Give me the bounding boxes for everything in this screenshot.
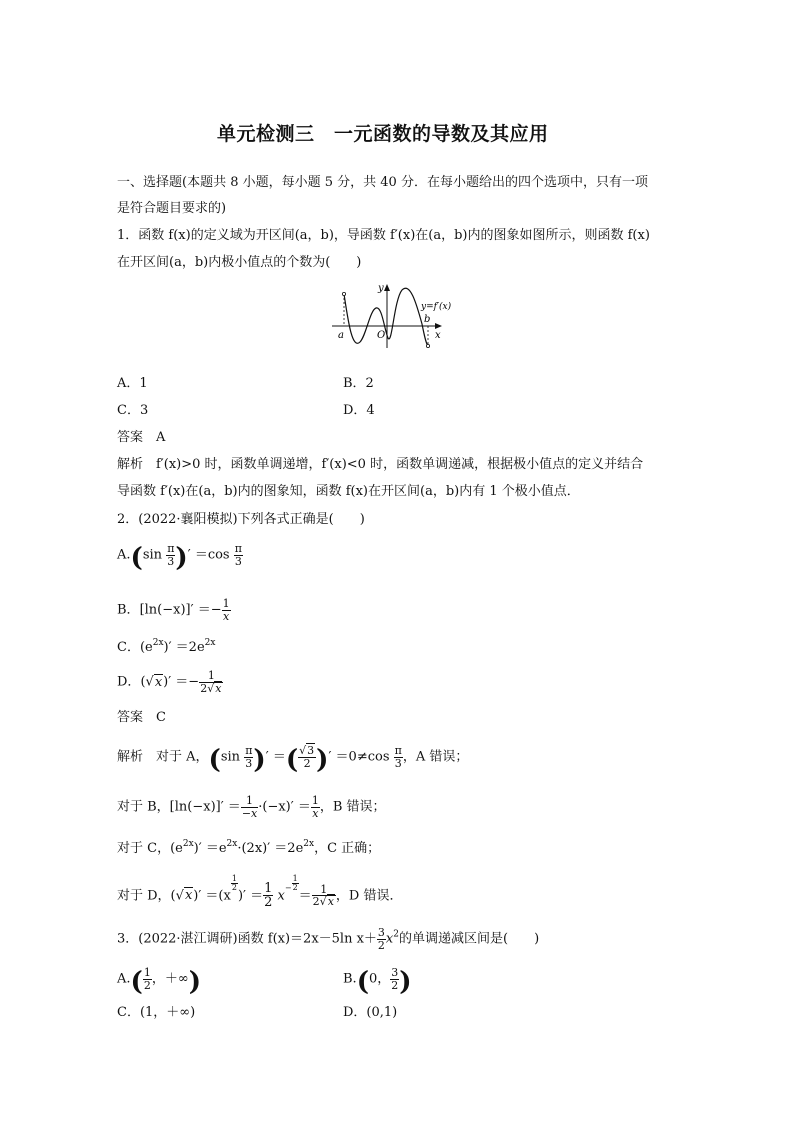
opt-label: C．: [117, 640, 140, 655]
interval-start: 0，: [369, 971, 391, 987]
mid: )′ ＝e: [193, 841, 227, 856]
fraction: $\frac{1}{2√x}$: [200, 669, 222, 695]
section-heading-line1: 一、选择题(本题共 8 小题，每小题 5 分，共 40 分．在每小题给出的四个选项中，只有一项: [117, 175, 648, 190]
mid: ·(−x)′ ＝: [258, 799, 311, 815]
q2-option-d: D．(√x)′ ＝− $\frac{1}{2√x}$: [117, 669, 222, 695]
q2-explanation-b: [117, 795, 386, 819]
stem-part: 的单调递减区间是( ): [399, 931, 540, 947]
radicand: x: [184, 888, 193, 904]
graph-x-label: x: [435, 330, 441, 341]
q2-explanation-c: [117, 840, 380, 856]
q1-derivative-graph: [330, 280, 470, 350]
graph-b-label: b: [424, 314, 431, 325]
graph-y-label: y: [378, 283, 384, 294]
superscript: 2x: [226, 839, 238, 849]
q1-stem-line1: 1．函数 f(x)的定义域为开区间(a，b)，导函数 f′(x)在(a，b)内的图象如图所示，则函数 f(x): [117, 228, 650, 243]
q2-answer: 答案 C: [117, 710, 166, 725]
interval-rest: ，＋∞: [151, 971, 189, 987]
q1-option-d: D．4: [343, 403, 375, 418]
q1-option-c: C．3: [117, 403, 149, 418]
prime: ′: [187, 547, 191, 563]
section-heading-line2: 是符合题目要求的): [117, 201, 227, 216]
superscript: 2x: [204, 638, 216, 648]
q2-option-c: [117, 639, 215, 655]
opt-label: B．: [117, 602, 140, 618]
fraction: $\frac{1}{-x}$: [241, 794, 258, 820]
sin-text: sin: [142, 547, 163, 563]
graph-curve-label: y=f′(x): [421, 302, 452, 312]
q1-option-b: B．2: [343, 376, 374, 391]
graph-origin-label: O: [377, 330, 386, 341]
tail: ，C 正确；: [314, 841, 381, 856]
mid: )′ ＝: [237, 888, 264, 904]
equals: ＝−: [197, 602, 222, 618]
q2-explanation-d: 对于 D，(√x)′ ＝(x $\frac{1}{2}$ )′ ＝ $\frac{1}{2}$ x− $\frac{1}{2}$ ＝ $\frac{1}{2√x}$ ，D 错误．: [117, 874, 403, 911]
opt-label: A.: [117, 971, 131, 987]
q3-option-b: B.(0， $\frac{3}{2}$ ): [343, 966, 412, 997]
radicand: x: [154, 674, 163, 690]
lead: 对于 C，(e: [117, 841, 183, 856]
opt-label: D．: [117, 674, 141, 690]
superscript: 2x: [152, 638, 164, 648]
superscript: 2x: [303, 839, 315, 849]
fraction: $\frac{3}{2}$: [377, 926, 385, 952]
fraction: $\frac{3}{2}$: [391, 966, 399, 992]
expr: (: [140, 674, 146, 690]
graph-a-label: a: [338, 330, 344, 341]
fraction: $\frac{1}{2√x}$: [312, 882, 334, 909]
q3-option-c: C．(1，＋∞): [117, 1005, 196, 1020]
opt-label: A.: [117, 547, 131, 563]
var-x: x: [277, 888, 285, 904]
superscript: 2: [393, 929, 399, 940]
fraction: $\frac{\pi}{3}$: [245, 744, 253, 770]
expr: (e: [139, 640, 153, 655]
fraction: $\frac{√3}{2}$: [299, 744, 315, 770]
q1-stem-line2: 在开区间(a，b)内极小值点的个数为( ): [117, 255, 362, 270]
q1-explanation-line1: 解析 f′(x)>0 时，函数单调递增，f′(x)<0 时，函数单调递减，根据极小值点的定义并结合: [117, 457, 644, 472]
tail: ，D 错误．: [335, 888, 403, 904]
mid: ·(2x)′ ＝2e: [237, 841, 304, 856]
lead: 对于 D，(: [117, 888, 176, 904]
q3-stem: [117, 927, 539, 951]
q2-option-a: A.(sin $\frac{\pi}{3}$ )′ ＝cos $\frac{\pi}{3}$: [117, 542, 242, 573]
superscript: 2x: [182, 839, 194, 849]
var-x: x: [385, 931, 394, 947]
fraction: $\frac{1}{2}$: [264, 880, 273, 911]
page-title: 单元检测三 一元函数的导数及其应用: [217, 123, 549, 145]
exponent-fraction: $\frac{1}{2}$: [231, 874, 237, 893]
exponent-fraction: $\frac{1}{2}$: [292, 874, 298, 893]
tail: ，B 错误；: [319, 799, 386, 815]
fraction: $\frac{\pi}{3}$: [394, 744, 402, 770]
q3-option-d: D．(0,1): [343, 1005, 398, 1020]
lead: 对于 B，[ln(−x)]′ ＝: [117, 799, 241, 815]
fraction: $\frac{1}{x}$: [311, 794, 319, 820]
opt-label: B.: [343, 971, 357, 987]
q1-answer: 答案 A: [117, 430, 166, 445]
stem-part: 3．(2022·湛江调研)函数 f(x)＝2x－5ln x＋: [117, 931, 377, 947]
tail: ，A 错误；: [402, 749, 469, 765]
mid: )′ ＝(x: [193, 888, 231, 904]
prime-equals: ′ ＝: [265, 749, 286, 765]
equals-cos: ＝cos: [194, 547, 230, 563]
expr-rest: )′ ＝2e: [163, 640, 205, 655]
expr-rest: )′ ＝−: [163, 674, 200, 690]
q3-option-a: A.( $\frac{1}{2}$ ，＋∞): [117, 966, 201, 997]
q2-option-b: [117, 598, 231, 622]
fraction: $\frac{1}{2}$: [143, 966, 151, 992]
q1-option-a: A．1: [117, 376, 148, 391]
expr: [ln(−x)]′: [139, 602, 194, 618]
lead: 解析 对于 A，: [117, 749, 209, 765]
q1-explanation-line2: 导函数 f′(x)在(a，b)内的图象知，函数 f(x)在开区间(a，b)内有 1 个极小值点．: [117, 484, 580, 499]
fraction: $\frac{\pi}{3}$: [167, 542, 175, 568]
fraction: $\frac{1}{x}$: [222, 597, 230, 623]
q2-explanation-a: 解析 对于 A，(sin $\frac{\pi}{3}$ )′ ＝( $\frac{√3}{2}$ )′ ＝0≠cos $\frac{\pi}{3}$ ，A 错误；: [117, 744, 469, 775]
prime-equals-zero: ′ ＝0≠cos: [328, 749, 390, 765]
minus-sign: −: [284, 883, 292, 893]
fraction: $\frac{\pi}{3}$: [234, 542, 242, 568]
q2-stem: 2．(2022·襄阳模拟)下列各式正确是( ): [117, 512, 365, 527]
sin-text: sin: [220, 749, 241, 765]
equals: ＝: [298, 888, 312, 904]
